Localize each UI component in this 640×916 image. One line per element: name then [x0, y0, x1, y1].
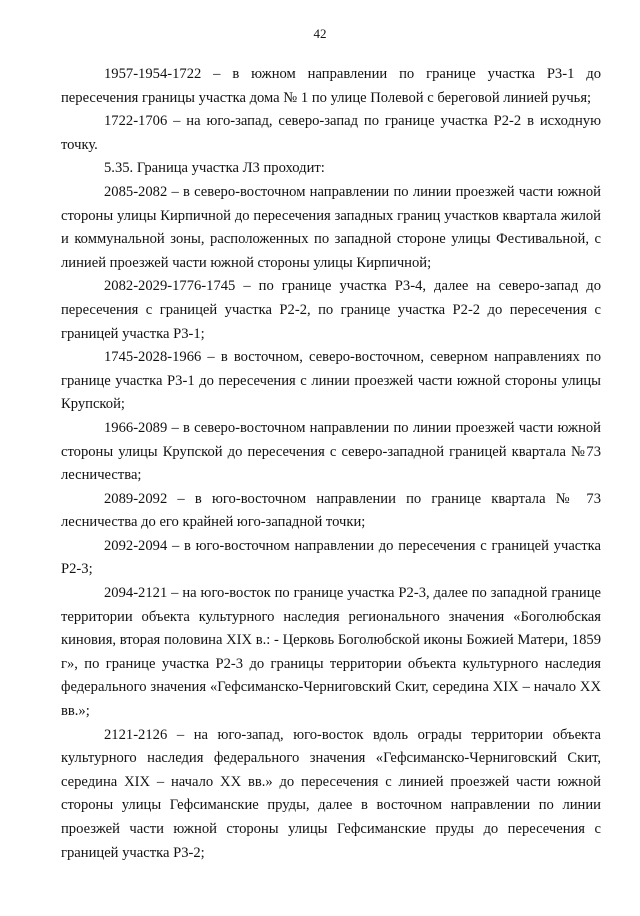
paragraph-boundary-2092-2094: 2092-2094 – в юго-восточном направлении до пересечения с границей участка Р2-3; — [61, 537, 601, 578]
section-heading-5-35: 5.35. Граница участка Л3 проходит: — [104, 160, 325, 177]
paragraph-boundary-2121-2126: 2121-2126 – на юго-запад, юго-восток вдоль ограды территории объекта культурного наследия федерального значения «Гефсиманско-Черниговский Скит, середина XIX – начало XX вв.» до пересечения с линией проезжей части южной стороны улицы Гефсиманские пруды, далее в восточном направлении по линии проезжей части южной стороны улицы Гефсиманские пруды до пересечения с границей участка Р3-2; — [61, 726, 601, 861]
document-body — [61, 63, 601, 865]
paragraph-boundary-1722-1706: 1722-1706 – на юго-запад, северо-запад по границе участка Р2-2 в исходную точку. — [61, 113, 601, 153]
paragraph-boundary-2094-2121: 2094-2121 – на юго-восток по границе участка Р2-3, далее по западной границе территории объекта культурного наследия регионального значения «Боголюбская киновия, вторая половина XIX в.: - Церковь Боголюбской иконы Божией Матери, 1859 г», по границе участка Р2-3 до границы территории объекта культурного наследия федерального значения «Гефсиманско-Черниговский Скит, середина XIX – начало XX вв.»; — [61, 585, 601, 720]
paragraph-boundary-1957-1722: 1957-1954-1722 – в южном направлении по границе участка Р3-1 до пересечения границы участка дома № 1 по улице Полевой с береговой линией ручья; — [61, 66, 601, 106]
paragraph-boundary-2089-2092: 2089-2092 – в юго-восточном направлении по границе квартала № 73 лесничества до его крайней юго-западной точки; — [61, 490, 601, 531]
page-number: 42 — [313, 26, 327, 41]
paragraph-boundary-1966-2089: 1966-2089 – в северо-восточном направлении по линии проезжей части южной стороны улицы Крупской до пересечения с северо-западной границей квартала №73 лесничества; — [61, 419, 601, 484]
paragraph-boundary-2082-1745: 2082-2029-1776-1745 – по границе участка Р3-4, далее на северо-запад до пересечения с границей участка Р2-2, по границе участка Р2-2 до пересечения с границей участка Р3-1; — [61, 278, 601, 342]
paragraph-boundary-2085-2082: 2085-2082 – в северо-восточном направлении по линии проезжей части южной стороны улицы Кирпичной до пересечения западных границ участков квартала жилой и коммунальной зоны, расположенных по западной стороне улицы Фестивальной, с линией проезжей части южной стороны улицы Кирпичной; — [61, 183, 601, 271]
paragraph-boundary-1745-1966: 1745-2028-1966 – в восточном, северо-восточном, северном направлениях по границе участка Р3-1 до пересечения с линии проезжей части южной стороны улицы Крупской; — [61, 349, 601, 413]
